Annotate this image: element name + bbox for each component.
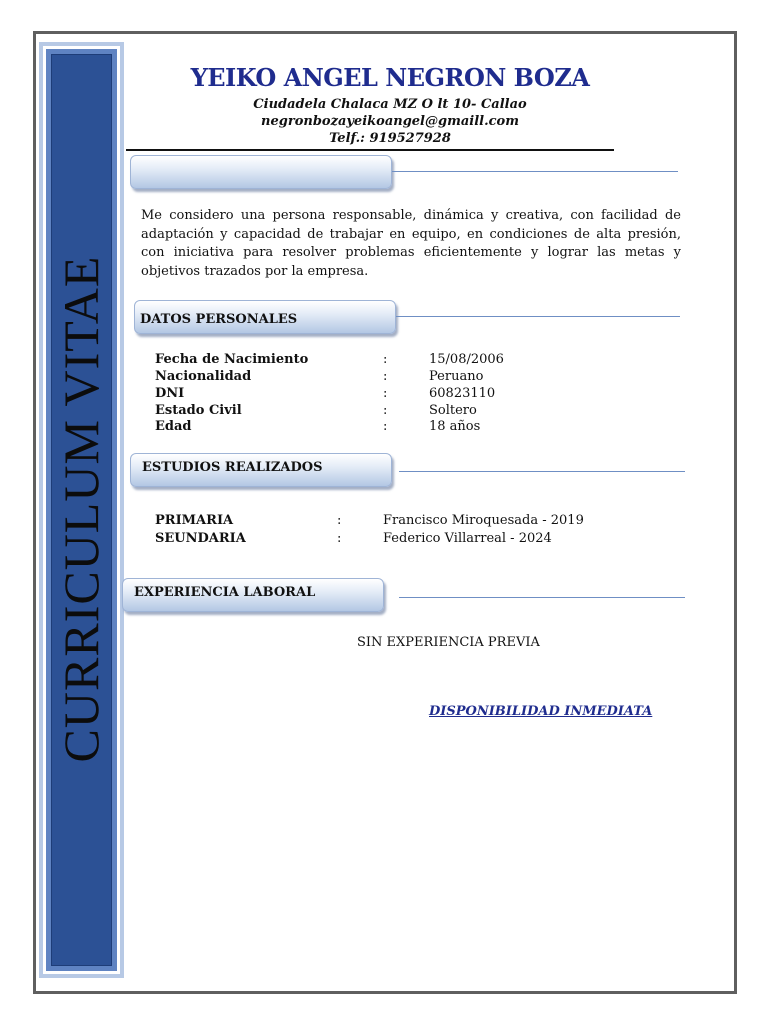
education-heading: ESTUDIOS REALIZADOS <box>142 460 323 475</box>
profile-section-bar <box>130 155 392 189</box>
personal-value: 60823110 <box>429 386 496 401</box>
education-separator: : <box>337 531 342 546</box>
personal-label: Fecha de Nacimiento <box>155 352 309 367</box>
education-section-line <box>399 471 685 472</box>
sidebar-title: CURRICULUM VITAE <box>53 255 109 763</box>
email: negronbozayeikoangel@gmaill.com <box>261 114 519 129</box>
address: Ciudadela Chalaca MZ O lt 10- Callao <box>253 97 527 112</box>
experience-text: SIN EXPERIENCIA PREVIA <box>357 635 540 650</box>
profile-section-line <box>392 171 678 172</box>
personal-label: Nacionalidad <box>155 369 252 384</box>
personal-value: Peruano <box>429 369 484 384</box>
experience-heading: EXPERIENCIA LABORAL <box>134 585 316 600</box>
personal-separator: : <box>383 386 388 401</box>
availability-note: DISPONIBILIDAD INMEDIATA <box>429 704 653 719</box>
personal-value: 15/08/2006 <box>429 352 504 367</box>
education-label: PRIMARIA <box>155 513 234 528</box>
phone: Telf.: 919527928 <box>329 131 451 146</box>
education-value: Francisco Miroquesada - 2019 <box>383 513 584 528</box>
personal-label: Estado Civil <box>155 403 242 418</box>
education-value: Federico Villarreal - 2024 <box>383 531 552 546</box>
personal-value: Soltero <box>429 403 477 418</box>
profile-summary: Me considero una persona responsable, dinámica y creativa, con facilidad de adaptación y capacidad de trabajar en equipo, en condiciones de alta presión, con iniciativa para resolver problemas eficientemente y lograr las metas y objetivos trazados por la empresa. <box>141 208 681 279</box>
personal-label: DNI <box>155 386 185 401</box>
header-divider <box>126 149 614 151</box>
personal-label: Edad <box>155 419 192 434</box>
candidate-name: YEIKO ANGEL NEGRON BOZA <box>190 63 590 92</box>
personal-separator: : <box>383 369 388 384</box>
personal-separator: : <box>383 403 388 418</box>
personal-section-line <box>396 316 680 317</box>
personal-value: 18 años <box>429 419 481 434</box>
education-label: SEUNDARIA <box>155 531 246 546</box>
education-separator: : <box>337 513 342 528</box>
experience-section-line <box>399 597 685 598</box>
personal-separator: : <box>383 352 388 367</box>
personal-heading: DATOS PERSONALES <box>140 312 298 327</box>
personal-separator: : <box>383 419 388 434</box>
